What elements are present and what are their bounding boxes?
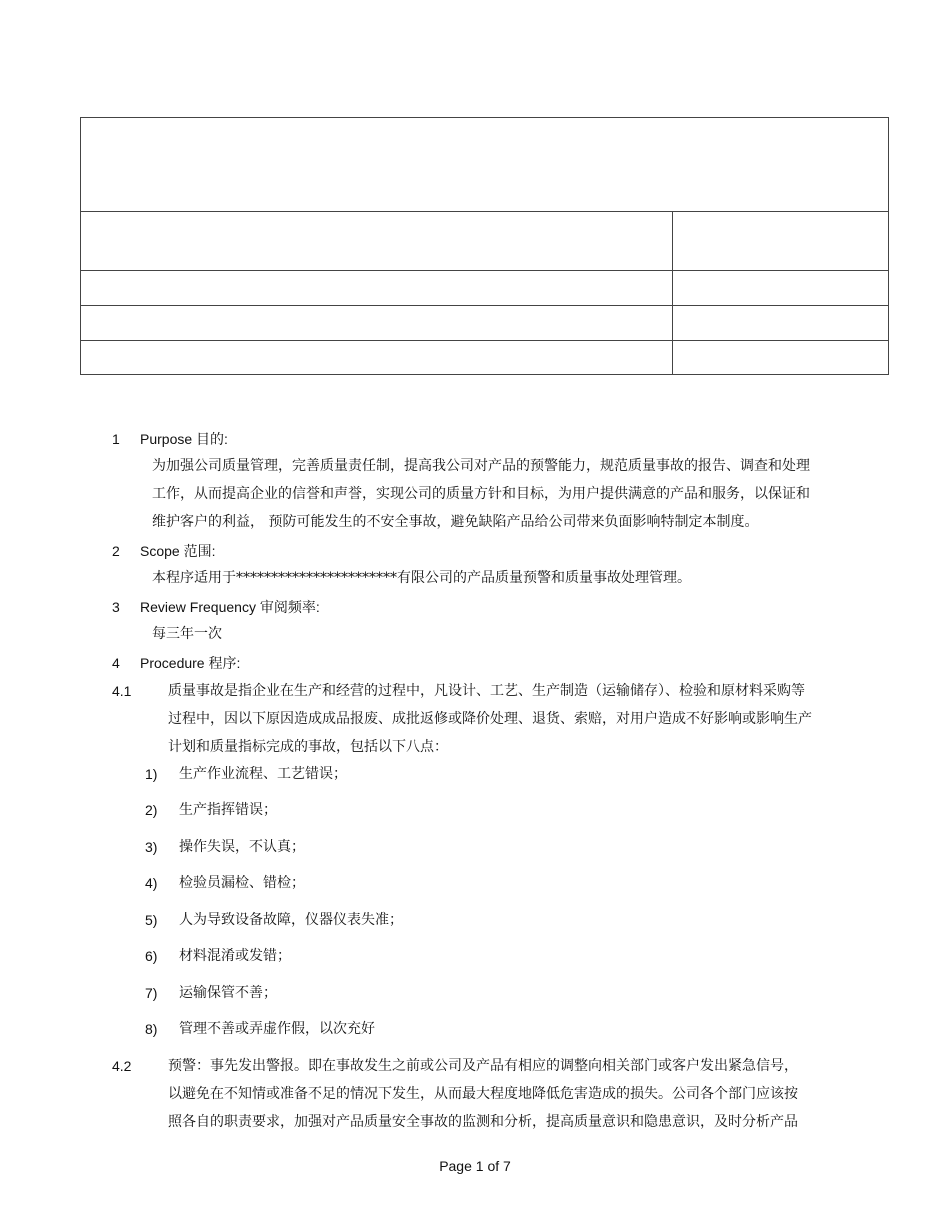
section-title: Procedure 程序: bbox=[140, 655, 241, 671]
item-text: 人为导致设备故障，仪器仪表失准； bbox=[179, 912, 403, 928]
item-text: 生产指挥错误； bbox=[179, 802, 277, 818]
paragraph-line: 维护客户的利益， 预防可能发生的不安全事故，避免缺陷产品给公司带来负面影响特制定本制度。 bbox=[152, 514, 759, 530]
header-divider bbox=[81, 270, 888, 271]
paragraph-line: 计划和质量指标完成的事故，包括以下八点： bbox=[168, 739, 448, 755]
header-divider bbox=[81, 340, 888, 341]
section-title: Scope 范围: bbox=[140, 543, 216, 559]
item-number: 5) bbox=[145, 912, 158, 928]
paragraph-line: 每三年一次 bbox=[152, 626, 222, 642]
item-number: 8) bbox=[145, 1021, 158, 1037]
item-number: 1) bbox=[145, 766, 158, 782]
item-number: 6) bbox=[145, 948, 158, 964]
paragraph-line: 照各自的职责要求，加强对产品质量安全事故的监测和分析，提高质量意识和隐患意识，及时分析产品 bbox=[168, 1114, 798, 1130]
review-paragraph bbox=[152, 620, 222, 648]
paragraph-line: 过程中，因以下原因造成成品报废、成批返修或降价处理、退货、索赔，对用户造成不好影响或影响生产 bbox=[168, 711, 812, 727]
subsection-4-1-paragraph bbox=[168, 677, 812, 761]
header-divider bbox=[81, 305, 888, 306]
header-column-divider bbox=[672, 211, 673, 374]
item-text: 检验员漏检、错检； bbox=[179, 875, 305, 891]
paragraph-line: 以避免在不知情或准备不足的情况下发生，从而最大程度地降低危害造成的损失。公司各个部门应该按 bbox=[168, 1086, 798, 1102]
scope-paragraph bbox=[152, 564, 691, 592]
paragraph-line: 质量事故是指企业在生产和经营的过程中，凡设计、工艺、生产制造（运输储存）、检验和原材料采购等 bbox=[168, 683, 805, 699]
item-text: 管理不善或弄虚作假，以次充好 bbox=[179, 1021, 375, 1037]
section-number: 4 bbox=[112, 655, 120, 671]
subsection-number: 4.2 bbox=[112, 1058, 132, 1074]
document-header-table bbox=[80, 117, 889, 375]
item-text: 生产作业流程、工艺错误； bbox=[179, 766, 347, 782]
page-number: Page 1 of 7 bbox=[439, 1158, 511, 1174]
paragraph-line: 为加强公司质量管理，完善质量责任制，提高我公司对产品的预警能力，规范质量事故的报告、调查和处理 bbox=[152, 458, 810, 474]
header-divider bbox=[81, 211, 888, 212]
paragraph-line: 预警：事先发出警报。即在事故发生之前或公司及产品有相应的调整向相关部门或客户发出紧急信号， bbox=[168, 1058, 798, 1074]
item-number: 4) bbox=[145, 875, 158, 891]
item-number: 7) bbox=[145, 985, 158, 1001]
section-title: Purpose 目的: bbox=[140, 431, 228, 447]
subsection-number: 4.1 bbox=[112, 683, 132, 699]
subsection-4-2-paragraph bbox=[168, 1052, 798, 1136]
paragraph-line: 工作，从而提高企业的信誉和声誉，实现公司的质量方针和目标，为用户提供满意的产品和服务，以保证和 bbox=[152, 486, 810, 502]
item-text: 材料混淆或发错； bbox=[179, 948, 291, 964]
paragraph-line: 本程序适用于***********************有限公司的产品质量预警和质量事故处理管理。 bbox=[152, 570, 691, 586]
section-number: 1 bbox=[112, 431, 120, 447]
item-number: 2) bbox=[145, 802, 158, 818]
section-number: 3 bbox=[112, 599, 120, 615]
section-title: Review Frequency 审阅频率: bbox=[140, 599, 320, 615]
item-text: 运输保管不善； bbox=[179, 985, 277, 1001]
purpose-paragraph bbox=[152, 452, 810, 536]
item-text: 操作失误，不认真； bbox=[179, 839, 305, 855]
section-number: 2 bbox=[112, 543, 120, 559]
item-number: 3) bbox=[145, 839, 158, 855]
